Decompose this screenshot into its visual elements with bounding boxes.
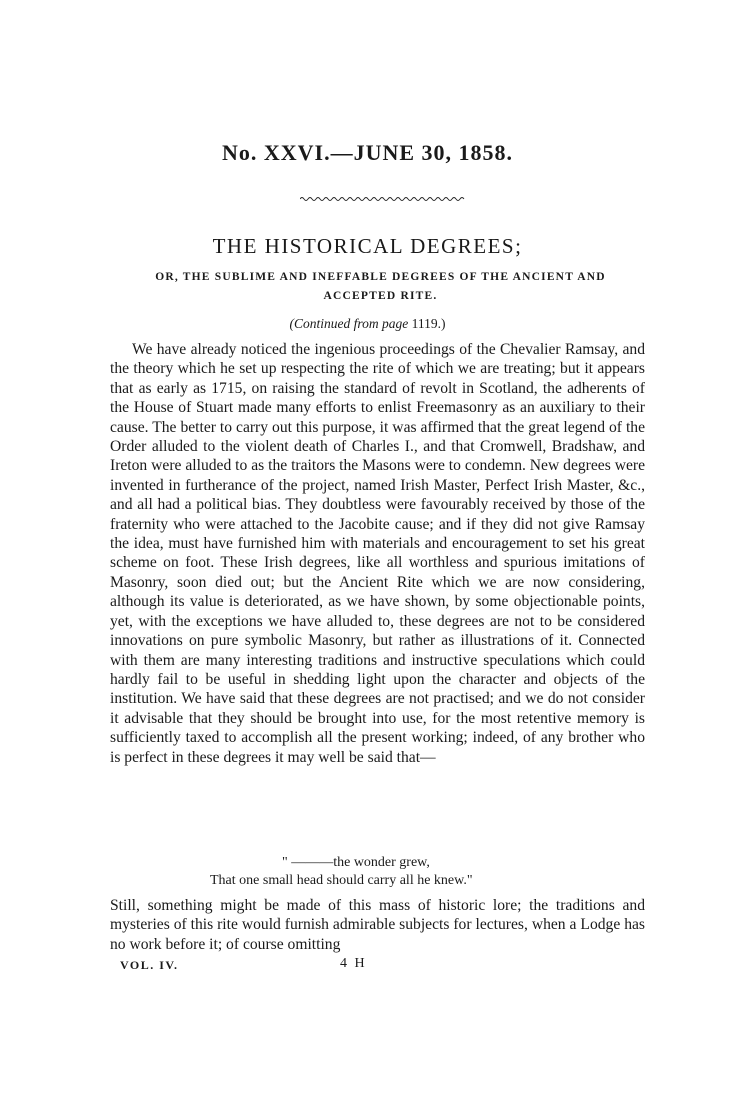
continued-prefix: (Continued from page: [289, 316, 409, 331]
volume-label: VOL. IV.: [120, 958, 179, 972]
article-subtitle: OR, THE SUBLIME AND INEFFABLE DEGREES OF THE ANCIENT AND ACCEPTED RITE.: [155, 271, 606, 302]
paragraph-1: We have already noticed the ingenious proceedings of the Chevalier Ramsay, and the theory which he set up respecting the rite of which we are treating; but it appears that as early as 1715, on raising the standard of revolt in Scotland, the adherents of the House of Stuart made many efforts to enlist Freemasonry as an auxiliary to their cause. The better to carry out this purpose, it was affirmed that the great legend of the Order alluded to the violent death of Charles I., and that Cromwell, Bradshaw, and Ireton were alluded to as the traitors the Masons were to condemn. New degrees were invented in furtherance of the project, named Irish Master, Perfect Irish Master, &c., and all had a political bias. They doubtless were favourably received by those of the fraternity who were attached to the Jacobite cause; and if they did not give Ramsay the idea, must have furnished him with materials and encouragement to set his great scheme on foot. These Irish degrees, like all worthless and spurious imitations of Masonry, soon died out; but the Ancient Rite which we are now considering, although its value is deteriorated, as we have shown, by some objectionable points, yet, with the exceptions we have alluded to, these degrees are not to be considered innovations on pure symbolic Masonry, but rather as illustrations of it. Connected with them are many interesting traditions and instructive speculations which could hardly fail to be useful in shedding light upon the character and objects of the institution. We have said that these degrees are not practised; and we do not consider it advisable that they should be brought into use, for the most retentive memory is sufficiently taxed to accomplish all the present working; indeed, of any brother who is perfect in these degrees it may well be said that—: [110, 341, 645, 766]
signature-mark: 4 H: [340, 956, 367, 971]
continued-note: [0, 316, 735, 332]
decorative-wavy-rule: [300, 195, 465, 203]
quote-line-2: That one small head should carry all he knew.": [210, 873, 473, 888]
paragraph-2: Still, something might be made of this mass of historic lore; the traditions and mysteries of this rite would furnish admirable subjects for lectures, when a Lodge has no work before it; of course omitting: [110, 897, 645, 953]
article-title: THE HISTORICAL DEGREES;: [212, 234, 523, 258]
continued-page: 1119.): [411, 316, 446, 331]
quote-line-1: " ———the wonder grew,: [282, 855, 430, 870]
issue-heading: No. XXVI.—JUNE 30, 1858.: [221, 140, 514, 165]
